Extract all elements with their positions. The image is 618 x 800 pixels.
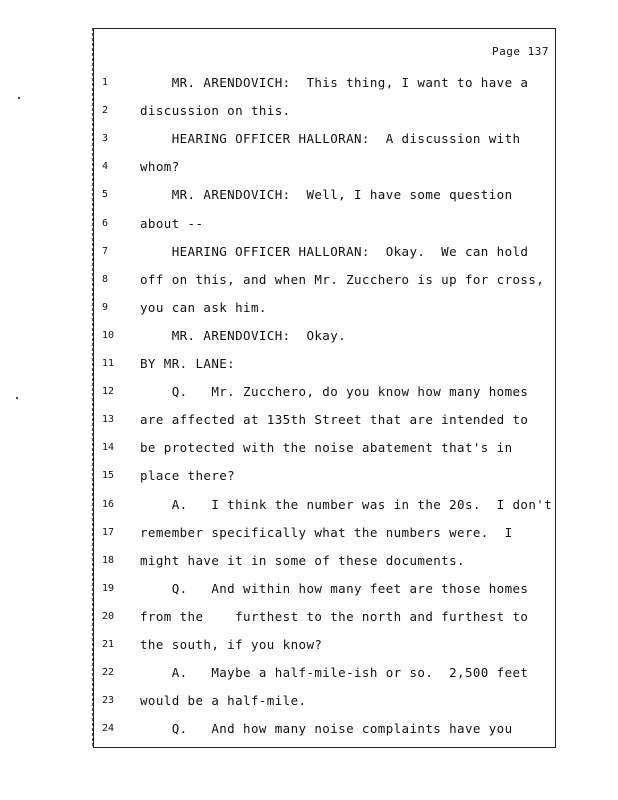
transcript-line: Q. And within how many feet are those homes <box>140 580 529 596</box>
transcript-line: HEARING OFFICER HALLORAN: Okay. We can hold <box>140 243 529 259</box>
line-number: 8 <box>102 273 109 285</box>
line-number: 7 <box>102 245 109 257</box>
line-number: 15 <box>102 470 115 482</box>
transcript-line: whom? <box>140 159 180 175</box>
line-number: 16 <box>102 498 115 510</box>
scan-speck <box>16 397 18 399</box>
line-number: 12 <box>102 386 115 398</box>
line-number: 10 <box>102 329 115 341</box>
line-number: 6 <box>102 217 109 229</box>
transcript-line: discussion on this. <box>140 103 291 119</box>
line-number: 14 <box>102 442 115 454</box>
transcript-line: about -- <box>140 215 204 231</box>
line-number: 11 <box>102 358 115 369</box>
line-number: 2 <box>102 105 109 117</box>
transcript-line: MR. ARENDOVICH: Okay. <box>140 327 347 343</box>
transcript-line: place there? <box>140 468 236 484</box>
transcript-line: BY MR. LANE: <box>140 356 236 371</box>
transcript-line: Q. And how many noise complaints have you <box>140 721 513 737</box>
transcript-line: off on this, and when Mr. Zucchero is up for cross, <box>140 271 545 287</box>
line-number: 1 <box>102 77 109 88</box>
line-number: 4 <box>102 161 109 173</box>
line-number: 13 <box>102 414 115 426</box>
transcript-line: A. I think the number was in the 20s. I don't <box>140 496 553 512</box>
line-number: 22 <box>102 667 115 679</box>
transcript-line: might have it in some of these documents. <box>140 552 465 568</box>
transcript-line: are affected at 135th Street that are intended to <box>140 412 529 428</box>
line-number: 20 <box>102 610 115 622</box>
transcript-line: HEARING OFFICER HALLORAN: A discussion with <box>140 131 521 147</box>
transcript-line: be protected with the noise abatement that's in <box>140 440 513 456</box>
line-number: 5 <box>102 189 109 201</box>
transcript-line: remember specifically what the numbers were. I <box>140 524 513 540</box>
page-number-label: Page 137 <box>492 45 549 58</box>
line-number: 17 <box>102 526 115 538</box>
transcript-line: would be a half-mile. <box>140 693 307 709</box>
line-number: 23 <box>102 695 115 707</box>
line-number: 9 <box>102 301 109 313</box>
transcript-line: you can ask him. <box>140 299 267 315</box>
scan-speck <box>18 97 20 99</box>
transcript-line: A. Maybe a half-mile-ish or so. 2,500 feet <box>140 665 529 681</box>
transcript-line: MR. ARENDOVICH: This thing, I want to have a <box>140 75 529 90</box>
line-number: 19 <box>102 582 115 594</box>
line-number: 21 <box>102 639 115 650</box>
transcript-line: from the furthest to the north and furthest to <box>140 608 529 624</box>
transcript-page-frame <box>93 28 556 748</box>
transcript-line: Q. Mr. Zucchero, do you know how many homes <box>140 384 529 400</box>
transcript-line: MR. ARENDOVICH: Well, I have some question <box>140 187 513 203</box>
line-number: 18 <box>102 554 115 566</box>
line-number: 24 <box>102 723 115 735</box>
transcript-line: the south, if you know? <box>140 637 323 652</box>
line-number: 3 <box>102 133 109 145</box>
